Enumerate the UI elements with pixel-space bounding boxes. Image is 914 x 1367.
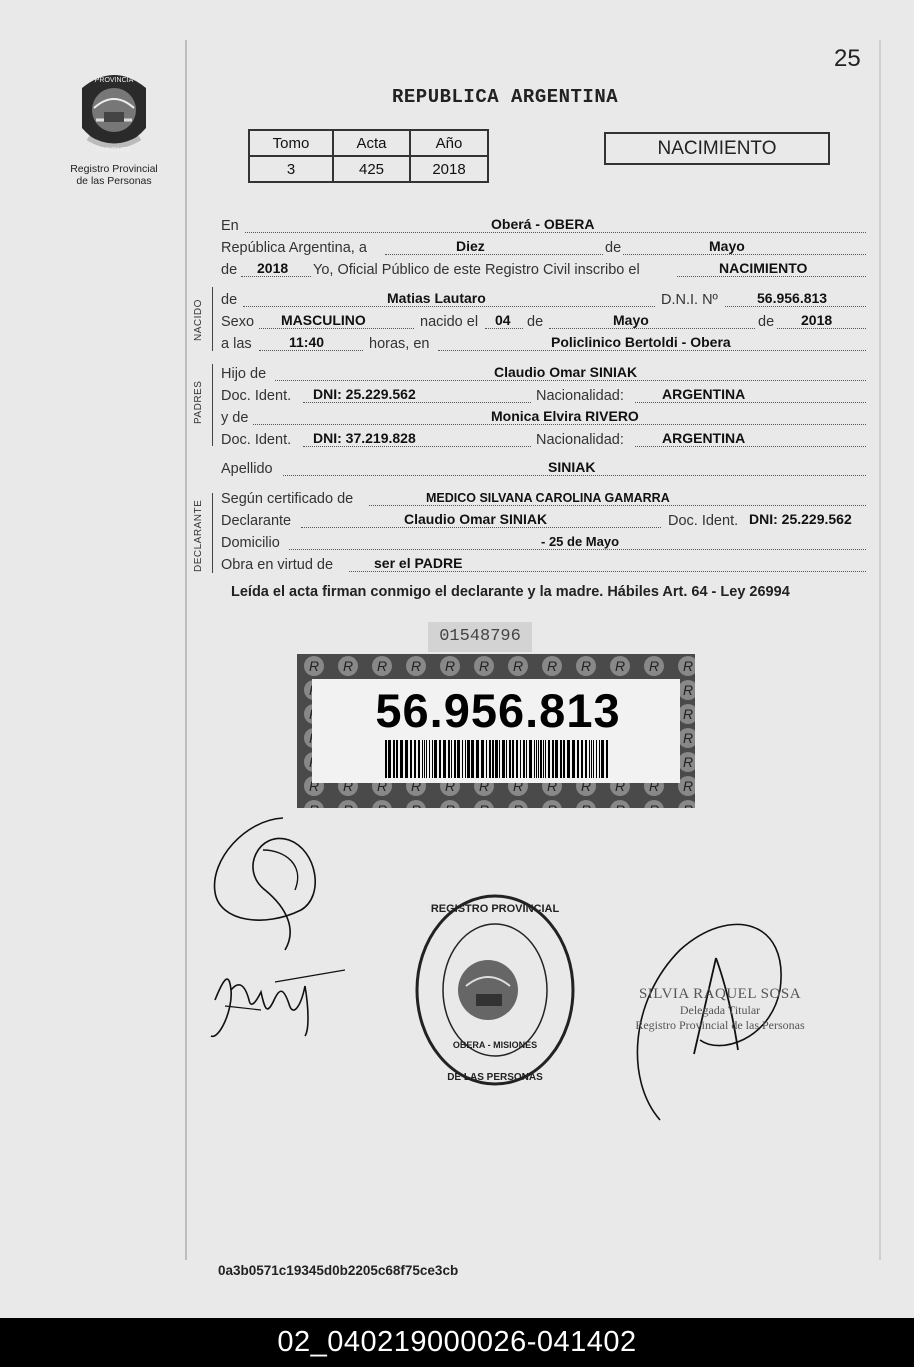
svg-text:DE LAS PERSONAS: DE LAS PERSONAS — [447, 1072, 543, 1083]
document-title: REPUBLICA ARGENTINA — [392, 86, 619, 108]
registry-name-line1: Registro Provincial — [70, 163, 158, 175]
registry-header-tomo: Tomo — [249, 130, 333, 156]
value-dni: 56.956.813 — [757, 290, 828, 306]
value-birth-month: Mayo — [613, 312, 649, 328]
value-apellido: SINIAK — [548, 459, 596, 475]
declarant-signature-icon — [205, 810, 345, 1045]
serial-number: 01548796 — [428, 622, 532, 652]
dotted-line — [245, 232, 866, 233]
value-inscribo: NACIMIENTO — [719, 260, 808, 276]
value-padre: Claudio Omar SINIAK — [494, 364, 638, 380]
label-obra: Obra en virtud de — [221, 557, 334, 573]
official-role: Delegada Titular — [679, 1003, 761, 1017]
footer-code: 02_040219000026-041402 — [0, 1318, 914, 1367]
row-madre — [221, 406, 866, 428]
row-obra — [221, 553, 866, 575]
dotted-line — [303, 446, 531, 447]
label-yde: y de — [221, 410, 249, 426]
registry-value-tomo: 3 — [249, 156, 333, 182]
left-margin-line — [185, 40, 187, 1260]
label-doc: Doc. Ident. — [221, 432, 292, 448]
dotted-line — [301, 527, 661, 528]
value-domicilio: - 25 de Mayo — [541, 534, 620, 549]
value-year: 2018 — [257, 260, 289, 276]
row-hora — [221, 332, 866, 354]
svg-text:REGISTRO PROVINCIAL: REGISTRO PROVINCIAL — [430, 903, 560, 915]
label-de: de — [221, 262, 238, 278]
official-block — [630, 986, 810, 1033]
row-hijo — [221, 362, 866, 384]
label-apellido: Apellido — [221, 461, 273, 477]
dotted-line — [385, 254, 603, 255]
row-declarante — [221, 509, 866, 531]
dotted-line — [241, 276, 311, 277]
label-republica: República Argentina, a — [221, 240, 367, 256]
provincial-seal-icon — [74, 68, 154, 160]
label-de: de — [605, 240, 622, 256]
dotted-line — [253, 424, 866, 425]
registry-header-ano: Año — [410, 130, 488, 156]
section-bar — [212, 493, 213, 573]
label-oficial: Yo, Oficial Público de este Registro Civil inscribo el — [313, 262, 640, 278]
official-stamp-icon — [410, 890, 580, 1095]
closing-note: Leída el acta firman conmigo el declarante y la madre. Hábiles Art. 64 - Ley 26994 — [231, 584, 790, 600]
section-padres: PADRES — [193, 380, 204, 424]
dotted-line — [438, 350, 866, 351]
value-nombre: Matias Lautaro — [387, 290, 486, 306]
section-declarante: DECLARANTE — [193, 499, 204, 572]
label-en: En — [221, 218, 239, 234]
label-alas: a las — [221, 336, 252, 352]
row-domicilio — [221, 531, 866, 553]
label-horas: horas, en — [369, 336, 430, 352]
row-padre-doc — [221, 384, 866, 406]
label-de: de — [527, 314, 544, 330]
svg-text:MISIONES: MISIONES — [96, 147, 132, 154]
dotted-line — [243, 306, 655, 307]
value-en: Oberá - OBERA — [491, 216, 595, 232]
label-doc: Doc. Ident. — [221, 388, 292, 404]
dotted-line — [623, 254, 866, 255]
value-declarante: Claudio Omar SINIAK — [404, 511, 548, 527]
value-birth-day: 04 — [495, 312, 511, 328]
label-de: de — [758, 314, 775, 330]
registry-value-acta: 425 — [333, 156, 410, 182]
registry-name — [55, 163, 173, 187]
label-nacido: nacido el — [420, 314, 479, 330]
dotted-line — [635, 402, 866, 403]
value-lugar: Policlinico Bertoldi - Obera — [551, 334, 731, 350]
dotted-line — [259, 328, 414, 329]
value-madre-doc: DNI: 37.219.828 — [313, 430, 416, 446]
dotted-line — [369, 505, 866, 506]
label-certificado: Según certificado de — [221, 491, 354, 507]
dotted-line — [349, 571, 866, 572]
value-padre-doc: DNI: 25.229.562 — [313, 386, 416, 402]
section-bar — [212, 364, 213, 446]
value-certificado: MEDICO SILVANA CAROLINA GAMARRA — [426, 491, 670, 505]
dotted-line — [777, 328, 866, 329]
act-type-box: NACIMIENTO — [604, 132, 830, 165]
row-apellido — [221, 457, 866, 479]
dotted-line — [725, 306, 866, 307]
dotted-line — [549, 328, 755, 329]
value-declarante-doc: DNI: 25.229.562 — [749, 511, 852, 527]
value-birth-year: 2018 — [801, 312, 833, 328]
value-sexo: MASCULINO — [281, 312, 366, 328]
document-hash: 0a3b0571c19345d0b2205c68f75ce3cb — [218, 1263, 459, 1278]
dotted-line — [485, 328, 523, 329]
svg-text:OBERA - MISIONES: OBERA - MISIONES — [452, 1040, 538, 1050]
label-declarante: Declarante — [221, 513, 292, 529]
value-day: Diez — [456, 238, 485, 254]
row-sexo — [221, 310, 866, 332]
label-dni: D.N.I. Nº — [661, 292, 718, 308]
value-obra: ser el PADRE — [374, 555, 463, 571]
row-certificado — [221, 487, 866, 509]
official-name: SILVIA RAQUEL SOSA — [638, 986, 802, 1002]
right-margin-line — [879, 40, 881, 1260]
dotted-line — [289, 549, 866, 550]
row-nombre — [221, 288, 866, 310]
row-en — [221, 214, 866, 236]
sticker-dni-number: 56.956.813 — [375, 684, 621, 737]
registry-value-ano: 2018 — [410, 156, 488, 182]
dotted-line — [677, 276, 866, 277]
section-nacido: NACIDO — [193, 299, 204, 341]
row-madre-doc — [221, 428, 866, 450]
row-republica — [221, 236, 866, 258]
label-sexo: Sexo — [221, 314, 255, 330]
official-org: Registro Provincial de las Personas — [635, 1018, 805, 1032]
page-number: 25 — [834, 45, 861, 72]
dotted-line — [259, 350, 363, 351]
dotted-line — [635, 446, 866, 447]
registry-header-acta: Acta — [333, 130, 410, 156]
section-bar — [212, 287, 213, 351]
value-madre: Monica Elvira RIVERO — [491, 408, 639, 424]
svg-text:PROVINCIA: PROVINCIA — [94, 77, 134, 84]
value-hora: 11:40 — [289, 334, 325, 350]
label-de: de — [221, 292, 238, 308]
value-madre-nac: ARGENTINA — [662, 430, 746, 446]
barcode-icon — [385, 740, 611, 778]
registry-table — [248, 129, 489, 183]
label-nacionalidad: Nacionalidad: — [536, 388, 624, 404]
label-nacionalidad: Nacionalidad: — [536, 432, 624, 448]
value-padre-nac: ARGENTINA — [662, 386, 746, 402]
row-inscribo — [221, 258, 866, 280]
dotted-line — [303, 402, 531, 403]
registry-name-line2: de las Personas — [76, 175, 152, 187]
value-month: Mayo — [709, 238, 745, 254]
label-domicilio: Domicilio — [221, 535, 280, 551]
label-hijo: Hijo de — [221, 366, 267, 382]
label-doc: Doc. Ident. — [668, 513, 739, 529]
dotted-line — [283, 475, 866, 476]
dotted-line — [275, 380, 866, 381]
